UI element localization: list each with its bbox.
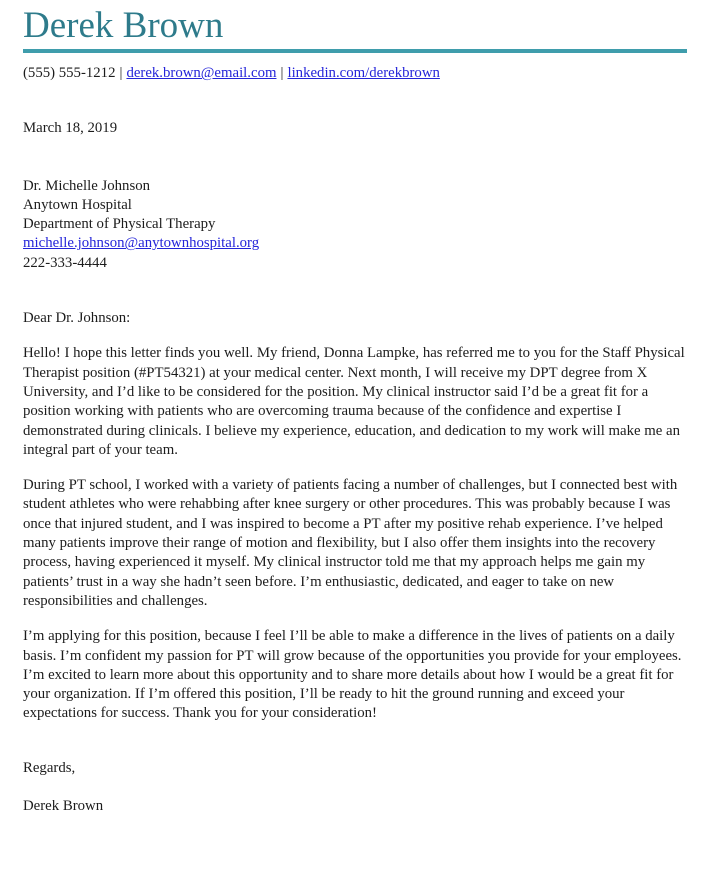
recipient-organization: Anytown Hospital bbox=[23, 196, 132, 213]
body-paragraph-1: Hello! I hope this letter finds you well. My friend, Donna Lampke, has referred me to you for the Staff Physical Therapist position (#PT54321) at your medical center. Next month, I will receive my DPT degree from X University, and I’d like to be considered for the position. My clinical instructor said I’d be a great fit for a position working with patients who are overcoming trauma because of the confidence and expertise I demonstrated during clinicals. I believe my experience, education, and dedication to my work will make me an integral part of your team. bbox=[23, 345, 685, 458]
recipient-email-line bbox=[23, 234, 690, 253]
recipient-department: Department of Physical Therapy bbox=[23, 216, 216, 233]
recipient-address-block bbox=[23, 177, 690, 273]
recipient-phone: 222-333-4444 bbox=[23, 254, 107, 271]
sender-contact-line bbox=[23, 64, 690, 83]
salutation: Dear Dr. Johnson: bbox=[23, 310, 131, 327]
sender-email-link[interactable]: derek.brown@email.com bbox=[126, 65, 277, 81]
sender-phone: (555) 555-1212 bbox=[23, 65, 116, 81]
signature-name: Derek Brown bbox=[23, 798, 104, 815]
contact-separator: | bbox=[280, 65, 284, 81]
contact-separator: | bbox=[119, 65, 123, 81]
body-paragraph-3: I’m applying for this position, because I feel I’ll be able to make a difference in the lives of patients on a daily basis. I’m confident my passion for PT will grow because of the opportunities you provide for your employees. I’m excited to learn more about this opportunity and to share more details about how I would be a great fit for your organization. If I’m offered this position, I’ll be ready to hit the ground running and exceed your expectations for success. Thank you for your consideration! bbox=[23, 628, 682, 722]
header-divider-rule bbox=[23, 49, 687, 53]
recipient-name: Dr. Michelle Johnson bbox=[23, 177, 150, 194]
recipient-email-link[interactable]: michelle.johnson@anytownhospital.org bbox=[23, 235, 260, 252]
letter-date: March 18, 2019 bbox=[23, 120, 118, 137]
closing-phrase: Regards, bbox=[23, 759, 76, 776]
body-paragraph-2: During PT school, I worked with a variety of patients facing a number of challenges, but I connected best with student athletes who were rehabbing after knee surgery or other procedures. This was probably because I was once that injured student, and I was inspired to become a PT after my positive rehab experience. I’ve helped many patients improve their range of motion and flexibility, but I also offer them insights into the recovery process, having experienced it myself. My clinical instructor told me that my approach helps me gain my patients’ trust in a way she hadn’t seen before. I’m enthusiastic, dedicated, and eager to take on new responsibilities and challenges. bbox=[23, 477, 678, 609]
sender-name-heading: Derek Brown bbox=[23, 5, 224, 46]
sender-linkedin-link[interactable]: linkedin.com/derekbrown bbox=[287, 65, 440, 81]
